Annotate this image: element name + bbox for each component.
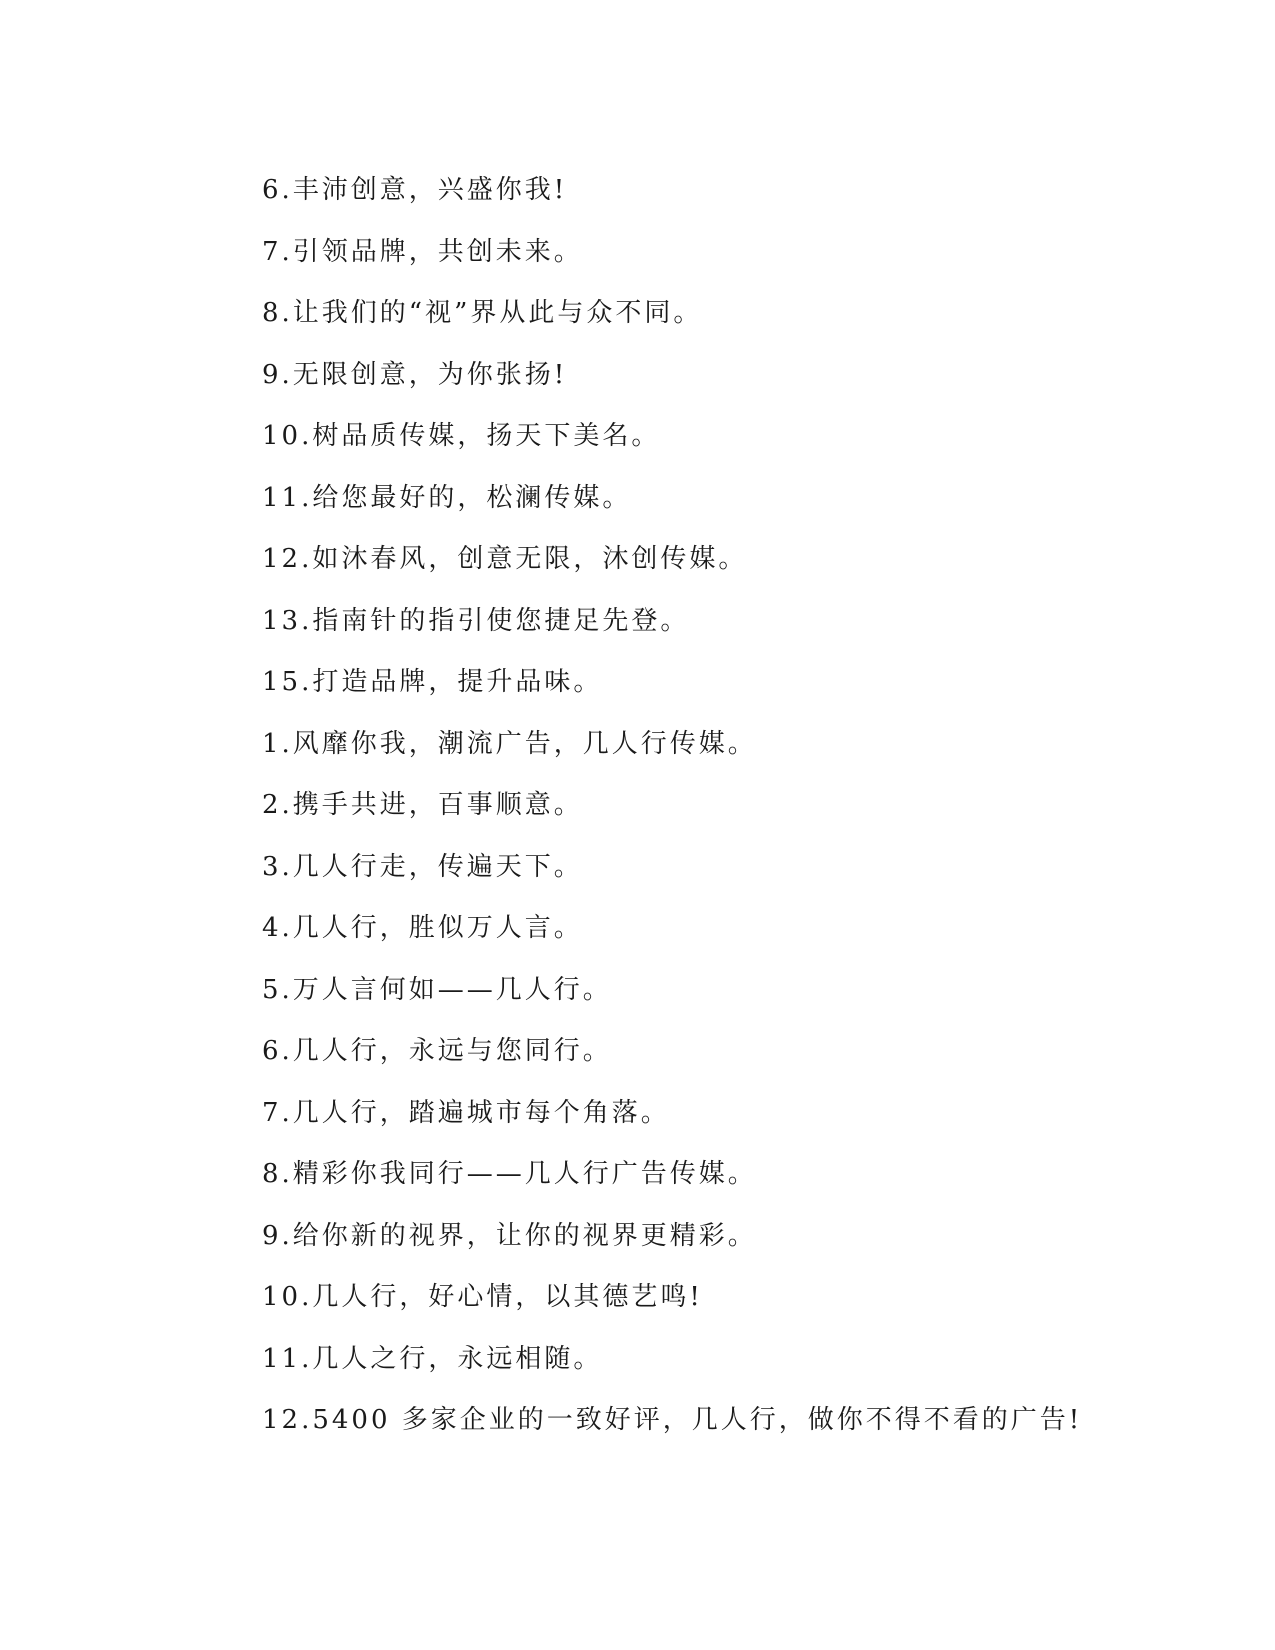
slogan-line: 8.让我们的“视”界从此与众不同。 xyxy=(262,298,703,328)
slogan-line: 11.几人之行，永远相随。 xyxy=(262,1343,603,1374)
slogan-line: 6.丰沛创意，兴盛你我! xyxy=(262,175,568,205)
slogan-line: 9.无限创意，为你张扬! xyxy=(262,359,568,390)
slogan-line: 13.指南针的指引使您捷足先登。 xyxy=(262,605,690,636)
slogan-line: 10.几人行，好心情，以其德艺鸣! xyxy=(262,1282,703,1312)
slogan-line: 9.给你新的视界，让你的视界更精彩。 xyxy=(262,1220,757,1251)
slogan-line: 10.树品质传媒，扬天下美名。 xyxy=(262,421,661,451)
slogan-line: 12.如沐春风，创意无限，沐创传媒。 xyxy=(262,544,748,574)
slogan-list xyxy=(262,168,1082,1460)
slogan-line: 12.5400 多家企业的一致好评，几人行，做你不得不看的广告! xyxy=(262,1405,1083,1435)
slogan-line: 7.引领品牌，共创未来。 xyxy=(262,236,583,267)
slogan-line: 1.风靡你我，潮流广告，几人行传媒。 xyxy=(262,728,757,759)
slogan-line: 2.携手共进，百事顺意。 xyxy=(262,790,583,820)
slogan-line: 5.万人言何如——几人行。 xyxy=(262,974,612,1005)
slogan-line: 4.几人行，胜似万人言。 xyxy=(262,913,583,943)
slogan-line: 7.几人行，踏遍城市每个角落。 xyxy=(262,1097,670,1128)
slogan-line: 15.打造品牌，提升品味。 xyxy=(262,667,603,697)
slogan-line: 3.几人行走，传遍天下。 xyxy=(262,851,583,882)
slogan-line: 8.精彩你我同行——几人行广告传媒。 xyxy=(262,1159,757,1189)
slogan-line: 6.几人行，永远与您同行。 xyxy=(262,1036,612,1066)
slogan-line: 11.给您最好的，松澜传媒。 xyxy=(262,482,632,513)
